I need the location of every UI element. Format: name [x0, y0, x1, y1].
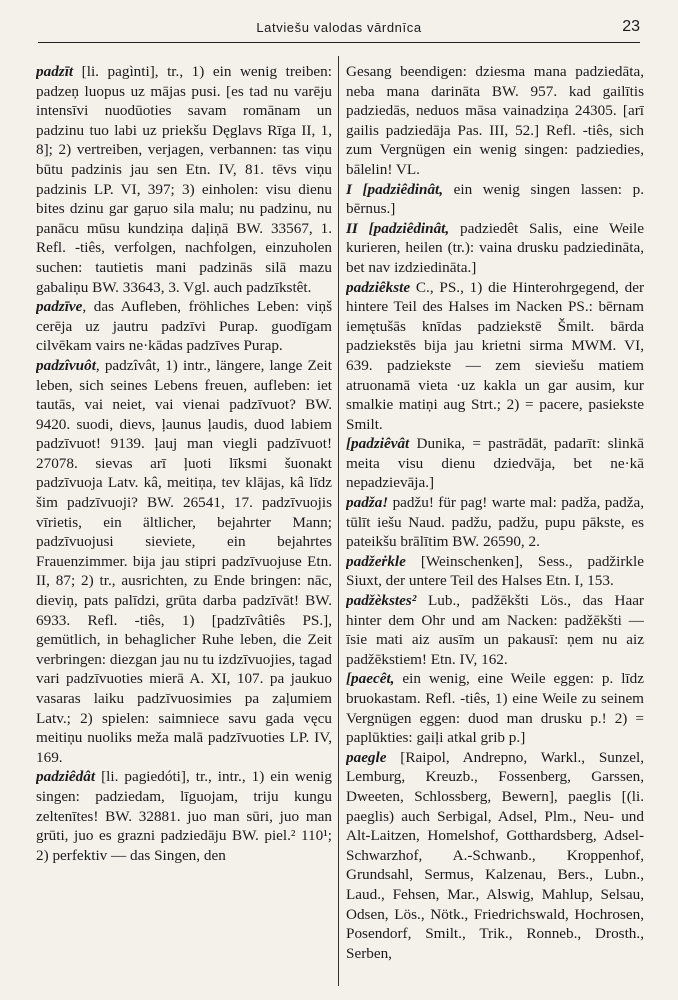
- entry-headword: padziêkste: [346, 278, 411, 296]
- dictionary-entry: [36, 297, 332, 356]
- entry-text: [li. pagìnti], tr., 1) ein wenig treiben: padzeņ luopus uz mājas pusi. [es tad nu varēju intensīvi nuodūoties savam romānam un padzinu tuo labi uz priekšu Dęglavs Rīga II, 1, 8]; 2) vertreiben, verjagen, verbannen: tas viņu būtu padzinis jau sen Etn. IV, 81. tēvs viņu padzinis LP. VI, 397; 3) einholen: visu dienu bites dzinu gar gaŗuo sila malu; nu padzinu, nu panācu mūsu kundziņa daļiņā BW. 33567, 1. Refl. -tiês, verfolgen, nachfolgen, einzuholen suchen: tautietis mani padzinās silā mazu gabaliņu BW. 33643, 3. Vgl. auch padzīkstêt.: [36, 63, 332, 296]
- page-header: [38, 16, 640, 43]
- entry-text: Lub., padžēkšti Lös., das Haar hinter dem Ohr und am Nacken: padžēkšti — īsie mati aiz ausīm un pakausī: ņem nu aiz padžēkstiem! Etn. IV, 162.: [346, 592, 644, 668]
- page-number: 23: [622, 18, 640, 35]
- dictionary-entry: [36, 62, 332, 297]
- entry-headword: padzīve: [36, 298, 83, 316]
- dictionary-entry: [36, 356, 332, 767]
- entry-headword: padža!: [346, 494, 389, 512]
- entry-headword: [paecêt,: [346, 670, 395, 688]
- dictionary-entry: [346, 669, 644, 747]
- entry-text: [li. pagiedóti], tr., intr., 1) ein wenig singen: padziedam, līguojam, triju kungu zeltenītes! BW. 32881. juo man sūri, juo man grūti, juo es grazni padziedāju BW. piel.² 110¹; 2) perfektiv — das Singen, den: [36, 768, 332, 864]
- dictionary-entry: [346, 493, 644, 552]
- dictionary-entry: [346, 180, 644, 219]
- entry-text: [Weinschenken], Sess., padžirkle Siuxt, der untere Teil des Halses Etn. I, 153.: [346, 552, 644, 590]
- dictionary-entry: [346, 748, 644, 964]
- entry-text: padziedêt Salis, eine Weile kurieren, heilen (tr.): vaina drusku padziedināta, bet nav izdziedināta.]: [346, 219, 644, 276]
- entry-headword: padžèkstes²: [346, 592, 417, 610]
- entry-headword: padzīt: [36, 63, 74, 80]
- entry-headword: paegle: [346, 748, 387, 766]
- column-divider: [338, 56, 339, 986]
- right-column: [346, 62, 644, 992]
- entry-text: [Raipol, Andrepno, Warkl., Sunzel, Lemburg, Kreuzb., Fossenberg, Garssen, Dweeten, Schlossberg, Bewern], paeglis [(li. paeglis) auch Serbigal, Adsel, Plm., Neu- und Alt-Laitzen, Homelshof, Gotthardsberg, Adsel-Schwarzhof, A.-Schwanb., Kroppenhof, Grundsahl, Sermus, Kalzenau, Bers., Lubn., Laud., Fehsen, Mar., Alswig, Mahlup, Selsau, Odsen, Lös., Nötk., Friedrichswald, Hochrosen, Posendorf, Smilt., Trik., Ronneb., Drosth., Serben,: [346, 748, 644, 962]
- entry-headword: padziêdât: [36, 768, 96, 786]
- dictionary-entry: [346, 62, 644, 180]
- entry-text: C., PS., 1) die Hinterohrgegend, der hintere Teil des Halses im Nacken PS.: bērnam iemętušās knīdas padziekstē Šmilt. bārda padziekstēs bija jau krietni sirma MWM. VI, 639. padziekste — zem sieviešu matiem atruonamā vieta ·uz kakla un gar ausim, kur smalkie matiņi aug Strt.; 2) = pacere, pasiekste Smilt.: [346, 278, 644, 433]
- dictionary-entry: [346, 219, 644, 278]
- left-column: [36, 62, 332, 992]
- entry-text: ein wenig singen lassen: p. bērnus.]: [346, 180, 644, 218]
- entry-text: ein wenig, eine Weile eggen: p. līdz bruokastam. Refl. -tiês, 1) eine Weile zu seinem Vergnügen eggen: duod man drusku p.! 2) = paplūkties: gaiļi atkal grib p.]: [346, 670, 644, 747]
- entry-headword: padzîvuôt: [36, 356, 96, 374]
- entry-headword: I [padziêdinât,: [346, 180, 444, 198]
- entry-text: , das Aufleben, fröhliches Leben: viņš cerēja uz jautru padzīvi Purap. guodīgam cilvēkam vairs ne·kādas padzīves Purap.: [36, 298, 332, 355]
- dictionary-entry: [36, 767, 332, 865]
- dictionary-entry: [346, 591, 644, 669]
- running-title: Latviešu valodas vārdnīca: [256, 20, 422, 35]
- entry-text: Gesang beendigen: dziesma mana padziedāta, neba mana darināta BW. 957. kad gailītis padziedās, neduos māsa vainadziņa 24305. [arī gailis padziedāja Pas. III, 52.] Refl. -tiês, sich zum Vergnügen ein wenig singen: padziedies, bālelin! VL.: [346, 63, 644, 178]
- entry-headword: II [padziêdinât,: [346, 219, 450, 237]
- dictionary-entry: [346, 434, 644, 493]
- entry-text: , padzîvât, 1) intr., längere, lange Zeit leben, sich seines Lebens freuen, aufleben: iet tautās, vai neiet, vai vienai padzīvuot? BW. 9420. suodi, dievs, ļaunus ļaudis, duod labiem padzīvuot! 9139. ļauj man viegli padzīvuot! 27078. sievas arī ļuoti līksmi šuonakt padzīvuoja Latv. kâ, meitiņa, tev klājas, kâ līdz šim padzīvuoji? BW. 26541, 17. padzīvuojis vīrietis, ein ältlicher, bejahrter Mann; padzīvuojusi sieviete, ein bejahrtes Frauenzimmer. bija jau stipri padzīvuojuse Etn. II, 87; 2) tr., ausrichten, zu Ende bringen: nāc, dieviņ, pats palīdzi, grūta darba padzīvāt! BW. 6933. Refl. -tiês, 1) [padzīvâtiês PS.], gemütlich, in behaglicher Ruhe leben, die Zeit verbringen: diezgan jau nu tu izdzīvuojies, tagad vari padzīvuoties mierā A. XI, 107. pa jaukuo vasaras laiku padzīvuosimies pa zaļumiem Latv.; 2) spielen: saimniece savu gada vęcu meitiņu nuoliks meža malā padzīvuoties LP. IV, 169.: [36, 356, 332, 766]
- dictionary-entry: [346, 552, 644, 591]
- entry-headword: [padziêvât: [346, 435, 410, 453]
- entry-headword: padžeṙkle: [346, 552, 406, 570]
- entry-text: padžu! für pag! warte mal: padža, padža, tūlīt iešu Naud. padžu, padžu, pupu pākste, es pateikšu brālītim BW. 26590, 2.: [346, 494, 644, 551]
- dictionary-entry: [346, 278, 644, 435]
- entry-text: Dunika, = pastrādāt, padarīt: slinkā meita visu dienu dziedvāja, bet ne·kā nepadzievāja.]: [346, 435, 644, 492]
